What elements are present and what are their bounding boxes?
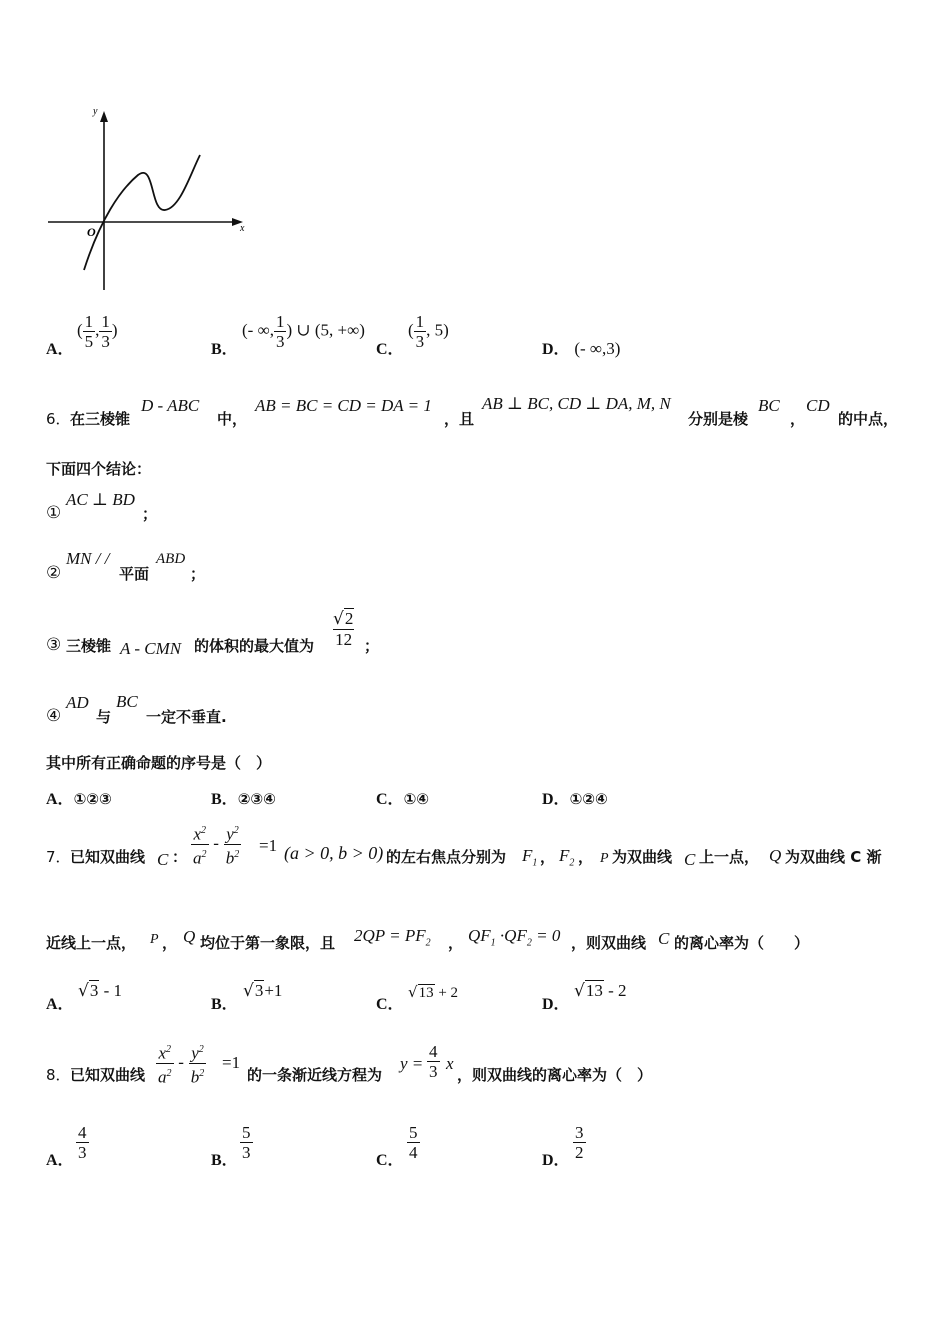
q6-s3-fraction: $\frac{√2}{12}$ (333, 609, 354, 649)
q8-option-a-value: $\frac{4}{3}$ (78, 1123, 87, 1162)
q7-option-d[interactable]: D． (542, 996, 570, 1013)
q6-s2-end: ； (190, 565, 206, 583)
q6-s3-end: ； (364, 637, 380, 655)
function-graph (40, 100, 255, 295)
q5-option-c[interactable]: C． (376, 341, 404, 358)
q8-text-3: ，则双曲线的离心率为（ ） (457, 1066, 653, 1084)
q6-text-2: 中， (217, 410, 248, 428)
q8-equation: $\frac{x^2}{a^2}$ - $\frac{y^2}{b^2}$ (158, 1043, 205, 1087)
q7-condition: (a > 0, b > 0) (284, 843, 384, 863)
q7-math-c3: C (658, 929, 670, 948)
q7-equation: $\frac{x^2}{a^2}$ - $\frac{y^2}{b^2}$ (193, 824, 240, 868)
q7-eq1: =1 (259, 836, 278, 855)
q6-option-c[interactable]: C．①④ (376, 790, 429, 808)
q6-math-4: BC (758, 396, 780, 415)
q8-text-1: 已知双曲线 (70, 1066, 146, 1084)
q5-option-b-value: (- ∞, $\frac{1}{3}$ ) ∪ (5, +∞) (242, 312, 365, 351)
q6-num: 6． (46, 410, 71, 428)
q8-option-d-value: $\frac{3}{2}$ (575, 1123, 584, 1162)
q8-option-b-value: $\frac{5}{3}$ (242, 1123, 251, 1162)
q6-text-3: ，且 (444, 410, 475, 428)
q8-num: 8． (46, 1066, 71, 1084)
q7-f1: $F_1$ (522, 846, 538, 869)
q7-relation-2: $QF_1 \cdot QF_2 = 0$ (468, 926, 561, 949)
q7-option-a-value: √3 - 1 (78, 981, 123, 1001)
q8-y-eq: y = (400, 1054, 424, 1073)
q7-p: P (600, 851, 609, 866)
q6-s2-text: 平面 (119, 565, 150, 583)
q6-line2: 下面四个结论： (46, 460, 152, 478)
y-axis-arrow (100, 111, 108, 122)
q6-s4-math2: BC (116, 692, 138, 711)
q6-text-4: 分别是棱 (688, 410, 749, 428)
q7-option-b[interactable]: B． (211, 996, 238, 1013)
q7-option-c-value: √13 + 2 (408, 983, 459, 1001)
q6-option-a[interactable]: A．①②③ (46, 790, 112, 808)
q7-comma2: ， (162, 934, 178, 952)
q8-option-c[interactable]: C． (376, 1152, 404, 1169)
q5-option-a[interactable]: A． (46, 341, 74, 358)
q6-s3-text: 三棱锥 (66, 637, 112, 655)
q6-s4-math: AD (66, 693, 89, 712)
q7-num: 7． (46, 848, 71, 866)
q6-s3-mark: ③ (46, 635, 62, 655)
q7-comma-b: ， (578, 848, 594, 866)
q6-math-5: CD (806, 396, 830, 415)
q8-eq1: =1 (222, 1053, 241, 1072)
q8-option-c-value: $\frac{5}{4}$ (409, 1123, 418, 1162)
q6-option-d[interactable]: D．①②④ (542, 790, 608, 808)
q6-s3-text2: 的体积的最大值为 (194, 637, 315, 655)
q7-f2: $F_2$ (559, 846, 575, 869)
q7-text-3: 的左右焦点分别为 (386, 848, 507, 866)
q6-s4-text2: 一定不垂直. (146, 708, 227, 726)
q8-slope: $\frac{4}{3}$ (429, 1042, 438, 1081)
q7-math-c2: C (684, 850, 696, 869)
q7-comma: ， (540, 848, 556, 866)
q6-s1-mark: ① (46, 503, 62, 523)
q6-math-3: AB ⊥ BC, CD ⊥ DA, M, N (482, 394, 671, 413)
q7-text-8: ，则双曲线 (571, 934, 647, 952)
q6-s1-end: ； (142, 505, 158, 523)
q6-question: 其中所有正确命题的序号是（ ） (46, 754, 272, 772)
x-label: x (240, 223, 245, 234)
q6-text-6: 的中点， (838, 410, 899, 428)
q6-s1-math: AC ⊥ BD (66, 490, 135, 509)
q5-option-b[interactable]: B． (211, 341, 238, 358)
q6-s3-math: A - CMN (120, 639, 182, 658)
q6-text-1: 在三棱锥 (70, 410, 131, 428)
q7-text-7: 均位于第一象限，且 (200, 934, 336, 952)
q8-x: x (446, 1054, 454, 1073)
q7-text-5: 上一点， (699, 848, 760, 866)
q5-option-a-value: ( $\frac{1}{5}$ , $\frac{1}{3}$ ) (77, 312, 118, 351)
q5-option-d[interactable]: D． (- ∞,3) (542, 339, 621, 358)
q8-option-a[interactable]: A． (46, 1152, 74, 1169)
q7-comma3: ， (448, 934, 464, 952)
q8-option-b[interactable]: B． (211, 1152, 238, 1169)
q7-text-1: 已知双曲线 (70, 848, 146, 866)
q6-math-2: AB = BC = CD = DA = 1 (255, 396, 432, 415)
q6-s2-mark: ② (46, 563, 62, 583)
q6-text-5: ， (790, 410, 806, 428)
q6-option-b[interactable]: B．②③④ (211, 790, 276, 808)
q7-option-c[interactable]: C． (376, 996, 404, 1013)
q7-relation-1: $2QP = PF_2$ (354, 926, 431, 949)
q6-math-1: D - ABC (141, 396, 200, 415)
q6-s2-math: MN / / (66, 549, 110, 568)
y-label: y (93, 106, 98, 117)
q7-option-d-value: √13 - 2 (574, 981, 627, 1001)
q7-text-9: 的离心率为（ ） (674, 934, 810, 952)
q7-text-2: ： (172, 848, 188, 866)
q7-option-a[interactable]: A． (46, 996, 74, 1013)
q7-q2: Q (183, 927, 196, 946)
q7-p2: P (150, 932, 159, 947)
origin-label: O (87, 225, 96, 239)
q8-text-2: 的一条渐近线方程为 (247, 1066, 383, 1084)
q7-q: Q (769, 846, 782, 865)
q7-line2-text: 近线上一点， (46, 934, 137, 952)
function-curve (84, 155, 200, 270)
q7-option-b-value: √3+1 (243, 981, 283, 1001)
q8-option-d[interactable]: D． (542, 1152, 570, 1169)
q7-text-4: 为双曲线 (612, 848, 673, 866)
q7-math-c: C (157, 850, 169, 869)
q6-s2-math2: ABD (156, 551, 186, 567)
q6-s4-mark: ④ (46, 706, 62, 726)
q5-option-c-value: ( $\frac{1}{3}$ , 5) (408, 312, 449, 351)
q7-text-6: 为双曲线 C 渐 (785, 848, 882, 866)
q6-s4-text: 与 (96, 708, 112, 726)
